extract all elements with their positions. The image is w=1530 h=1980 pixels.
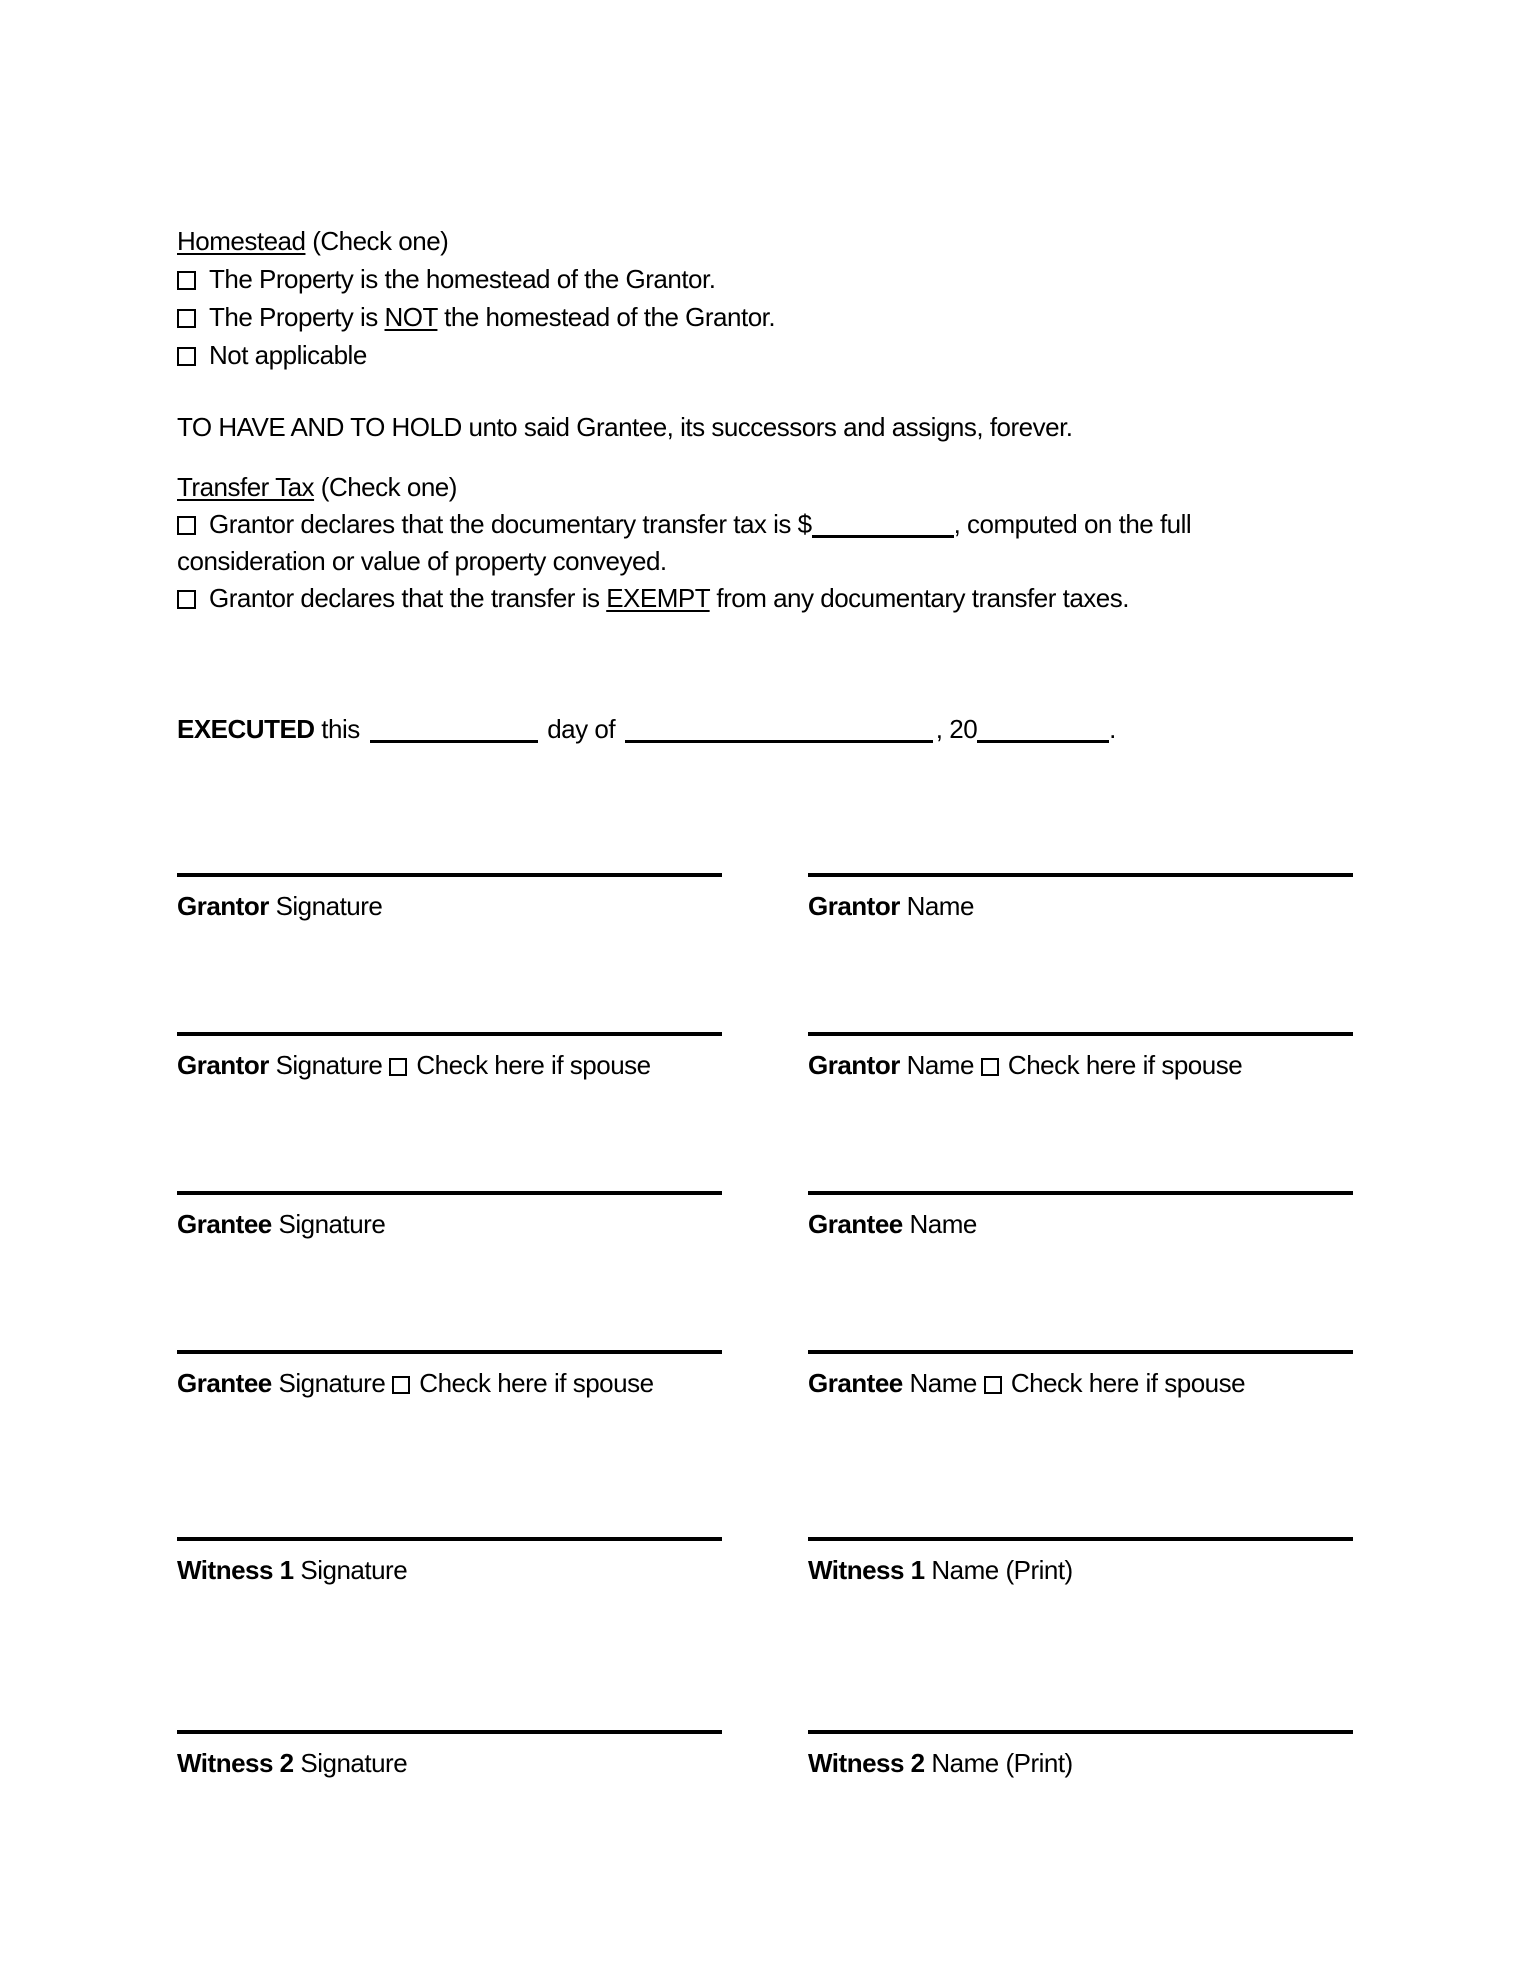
grantor-spouse-name-field <box>808 1032 1353 1191</box>
transfer-tax-heading-suffix: (Check one) <box>314 472 457 502</box>
grantee-signature-label: Grantee Signature <box>177 1209 386 1239</box>
grantee-name-label: Grantee Name <box>808 1209 977 1239</box>
witness2-name-field <box>808 1730 1353 1780</box>
signature-row-grantee <box>177 1191 1353 1350</box>
grantor-spouse-name-line <box>808 1032 1353 1036</box>
witness2-signature-label: Witness 2 Signature <box>177 1748 408 1778</box>
witness2-name-line <box>808 1730 1353 1734</box>
homestead-heading-underlined: Homestead <box>177 226 306 256</box>
grantor-name-line <box>808 873 1353 877</box>
grantor-spouse-signature-checkbox[interactable] <box>389 1058 407 1076</box>
signature-row-witness-2 <box>177 1730 1353 1780</box>
homestead-heading <box>177 222 1353 260</box>
witness1-signature-label: Witness 1 Signature <box>177 1555 408 1585</box>
grantor-spouse-name-checkbox[interactable] <box>981 1058 999 1076</box>
executed-word: EXECUTED <box>177 714 315 744</box>
witness1-name-label: Witness 1 Name (Print) <box>808 1555 1073 1585</box>
grantee-spouse-name-field <box>808 1350 1353 1537</box>
grantor-signature-field <box>177 873 722 1032</box>
transfer-tax-option-2-checkbox[interactable] <box>177 590 196 609</box>
witness1-name-line <box>808 1537 1353 1541</box>
homestead-option-3-checkbox[interactable] <box>177 347 196 366</box>
executed-month-blank <box>625 720 933 743</box>
signature-row-witness-1 <box>177 1537 1353 1730</box>
transfer-tax-option-1-checkbox[interactable] <box>177 516 196 535</box>
grantor-spouse-signature-field <box>177 1032 722 1191</box>
witness2-signature-line <box>177 1730 722 1734</box>
transfer-tax-option-2: Grantor declares that the transfer is EXEMPT from any documentary transfer taxes. <box>177 580 1353 617</box>
witness1-signature-field <box>177 1537 722 1730</box>
homestead-option-3-text: Not applicable <box>209 340 367 370</box>
grantee-name-field <box>808 1191 1353 1350</box>
habendum-clause: TO HAVE AND TO HOLD unto said Grantee, its successors and assigns, forever. <box>177 412 1073 442</box>
transfer-tax-heading-underlined: Transfer Tax <box>177 472 315 502</box>
signature-row-grantor <box>177 873 1353 1032</box>
homestead-option-2: The Property is NOT the homestead of the Grantor. <box>177 298 1353 336</box>
grantee-spouse-signature-label: Grantee Signature Check here if spouse <box>177 1368 654 1398</box>
grantee-spouse-name-line <box>808 1350 1353 1354</box>
homestead-option-1-checkbox[interactable] <box>177 271 196 290</box>
witness2-name-label: Witness 2 Name (Print) <box>808 1748 1073 1778</box>
transfer-tax-option-1: Grantor declares that the documentary transfer tax is $ , computed on the full <box>177 506 1353 543</box>
executed-year-blank <box>977 720 1109 743</box>
transfer-tax-option-2-underlined: EXEMPT <box>606 583 710 613</box>
witness1-name-field <box>808 1537 1353 1730</box>
grantor-spouse-signature-line <box>177 1032 722 1036</box>
transfer-tax-option-1-text: Grantor declares that the documentary transfer tax is $ <box>209 509 812 539</box>
homestead-option-3 <box>177 336 1353 374</box>
signature-grid <box>177 873 1353 1780</box>
grantor-spouse-signature-label: Grantor Signature Check here if spouse <box>177 1050 651 1080</box>
grantee-spouse-signature-field <box>177 1350 722 1537</box>
homestead-option-2-checkbox[interactable] <box>177 309 196 328</box>
executed-line: EXECUTED this day of , 20 . <box>177 714 1116 744</box>
witness2-signature-field <box>177 1730 722 1780</box>
homestead-option-1-text: The Property is the homestead of the Grantor. <box>209 264 716 294</box>
grantor-name-field <box>808 873 1353 1032</box>
grantor-name-label: Grantor Name <box>808 891 974 921</box>
homestead-option-1 <box>177 260 1353 298</box>
transfer-tax-option-2-text: Grantor declares that the transfer is <box>209 583 607 613</box>
transfer-tax-heading <box>177 468 1353 506</box>
grantee-spouse-name-label: Grantee Name Check here if spouse <box>808 1368 1246 1398</box>
grantee-signature-line <box>177 1191 722 1195</box>
grantor-spouse-name-label: Grantor Name Check here if spouse <box>808 1050 1243 1080</box>
transfer-tax-amount-blank <box>812 515 954 538</box>
grantor-signature-line <box>177 873 722 877</box>
homestead-option-2-text: The Property is <box>209 302 385 332</box>
grantee-spouse-name-checkbox[interactable] <box>984 1376 1002 1394</box>
grantee-name-line <box>808 1191 1353 1195</box>
executed-day-blank <box>370 720 538 743</box>
grantee-spouse-signature-checkbox[interactable] <box>392 1376 410 1394</box>
grantee-spouse-signature-line <box>177 1350 722 1354</box>
witness1-signature-line <box>177 1537 722 1541</box>
homestead-option-2-underlined: NOT <box>384 302 438 332</box>
signature-row-grantor-spouse <box>177 1032 1353 1191</box>
grantee-signature-field <box>177 1191 722 1350</box>
homestead-heading-suffix: (Check one) <box>305 226 449 256</box>
transfer-tax-option-1-line2: consideration or value of property conveyed. <box>177 546 667 576</box>
signature-row-grantee-spouse <box>177 1350 1353 1537</box>
grantor-signature-label: Grantor Signature <box>177 891 383 921</box>
